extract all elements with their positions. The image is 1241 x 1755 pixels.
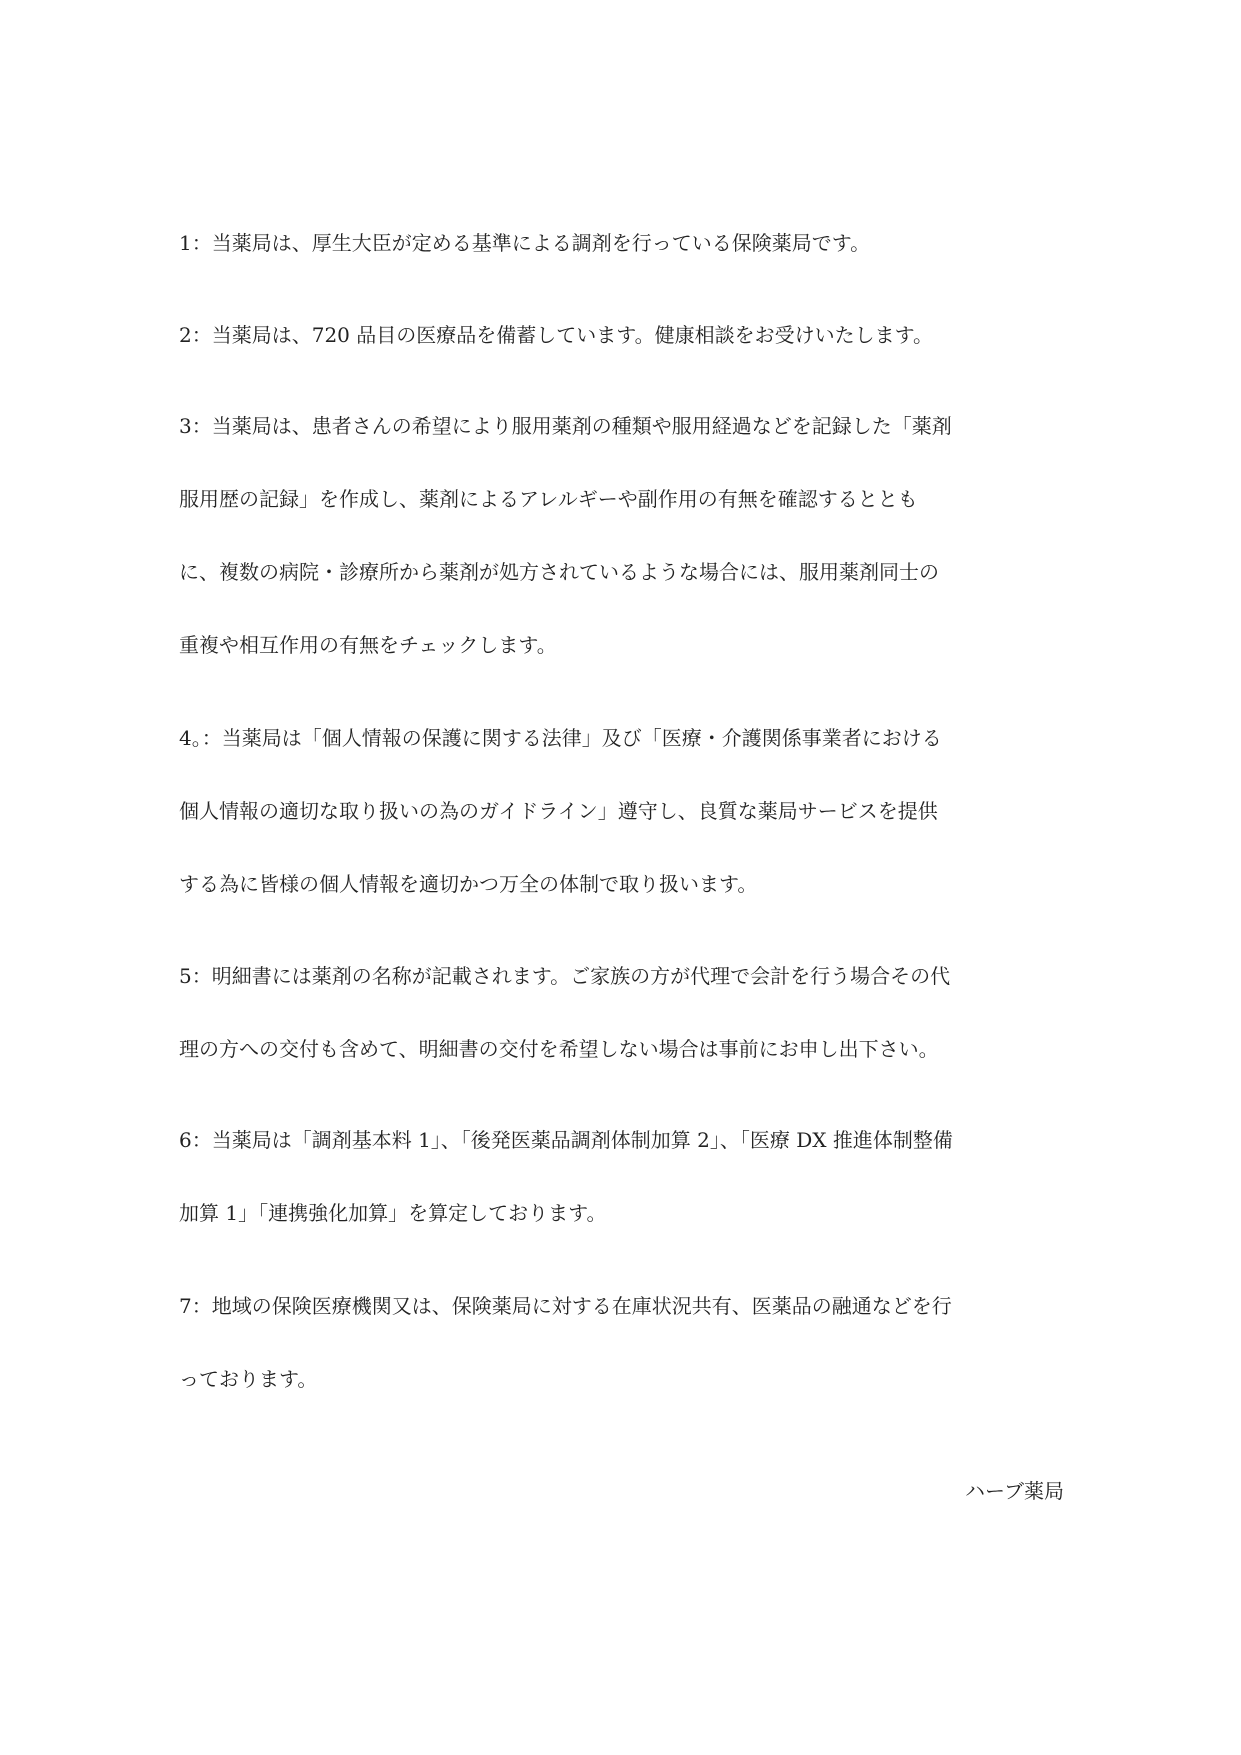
item-1-line-1: 1：当薬局は、厚生大臣が定める基準による調剤を行っている保険薬局です。 [179, 231, 871, 255]
item-5-line-1: 5：明細書には薬剤の名称が記載されます。ご家族の方が代理で会計を行う場合その代 [179, 964, 951, 988]
item-7-line-1: 7：地域の保険医療機関又は、保険薬局に対する在庫状況共有、医薬品の融通などを行 [179, 1294, 952, 1318]
item-7-line-2: っております。 [179, 1367, 318, 1391]
item-4-line-3: する為に皆様の個人情報を適切かつ万全の体制で取り扱います。 [179, 872, 758, 896]
item-3-line-3: に、複数の病院・診療所から薬剤が処方されているような場合には、服用薬剤同士の [179, 560, 939, 584]
item-6-line-2: 加算 1」「連携強化加算」を算定しております。 [179, 1201, 607, 1225]
item-3-line-4: 重複や相互作用の有無をチェックします。 [179, 633, 557, 657]
item-2-line-1: 2：当薬局は、720 品目の医療品を備蓄しています。健康相談をお受けいたします。 [179, 323, 934, 347]
item-3-line-1: 3：当薬局は、患者さんの希望により服用薬剤の種類や服用経過などを記録した「薬剤 [179, 414, 952, 438]
item-4-line-2: 個人情報の適切な取り扱いの為のガイドライン」遵守し、良質な薬局サービスを提供 [179, 799, 938, 823]
pharmacy-signature: ハーブ薬局 [965, 1479, 1064, 1503]
item-3-line-2: 服用歴の記録」を作成し、薬剤によるアレルギーや副作用の有無を確認するととも [179, 487, 918, 511]
item-4-line-1: 4。：当薬局は「個人情報の保護に関する法律」及び「医療・介護関係事業者における [179, 726, 942, 750]
item-6-line-1: 6：当薬局は「調剤基本料 1」、「後発医薬品調剤体制加算 2」、「医療 DX 推進体制整備 [179, 1128, 953, 1152]
item-5-line-2: 理の方への交付も含めて、明細書の交付を希望しない場合は事前にお申し出下さい。 [179, 1037, 939, 1061]
